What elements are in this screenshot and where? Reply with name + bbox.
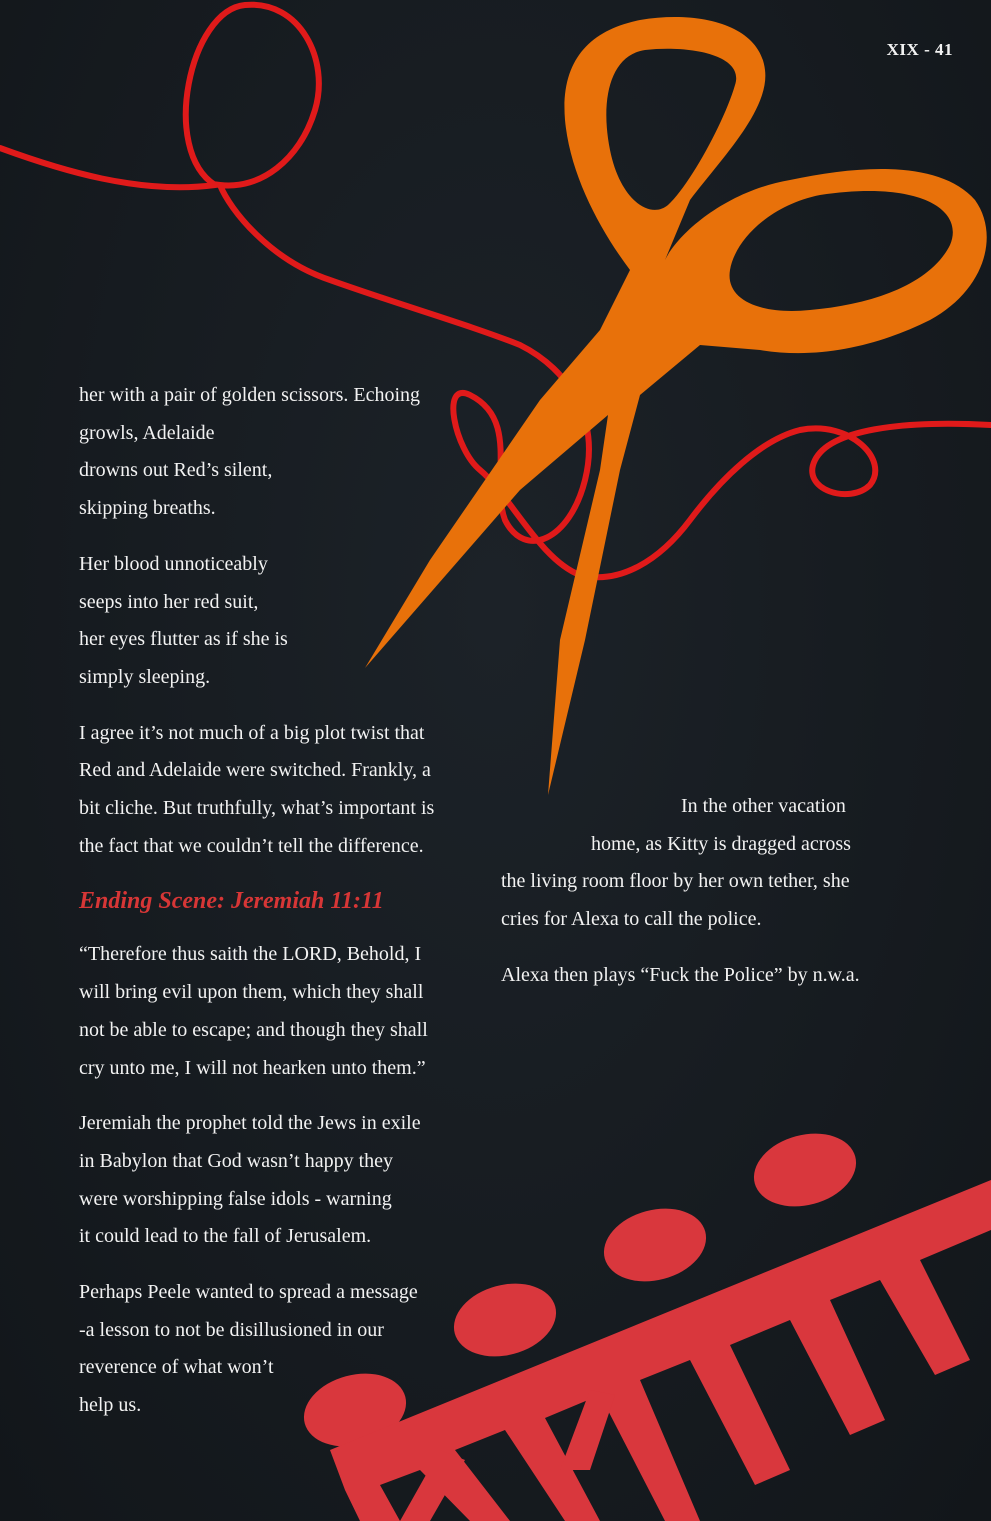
- text-line: not be able to escape; and though they shall: [79, 1018, 428, 1041]
- text-line: seeps into her red suit,: [79, 590, 259, 613]
- text-line: her with a pair of golden scissors. Echoing: [79, 384, 421, 406]
- page-number: XIX - 41: [886, 40, 953, 59]
- text-line: reverence of what won’t: [79, 1356, 274, 1379]
- text-line: simply sleeping.: [79, 665, 211, 688]
- text-line: Red and Adelaide were switched. Frankly, a: [79, 759, 431, 782]
- text-line: Her blood unnoticeably: [79, 552, 268, 575]
- text-line: skipping breaths.: [79, 497, 216, 520]
- paragraph-jeremiah: [79, 1105, 459, 1256]
- text-line: bit cliche. But truthfully, what’s important is: [79, 797, 435, 820]
- text-line: the fact that we couldn’t tell the difference.: [79, 834, 424, 857]
- paragraph-vacation-home: [501, 788, 881, 939]
- text-line: Jeremiah the prophet told the Jews in exile: [79, 1112, 421, 1135]
- text-line: Perhaps Peele wanted to spread a message: [79, 1281, 418, 1304]
- text-line: cries for Alexa to call the police.: [501, 908, 762, 931]
- left-column: [79, 377, 459, 1443]
- paragraph-alexa: [501, 957, 881, 995]
- text-line: in Babylon that God wasn’t happy they: [79, 1149, 394, 1172]
- text-line: -a lesson to not be disillusioned in our: [79, 1318, 384, 1341]
- text-line: growls, Adelaide: [79, 421, 215, 444]
- text-line: In the other vacation: [681, 795, 846, 817]
- text-line: will bring evil upon them, which they shall: [79, 981, 424, 1004]
- paragraph-scissors: [79, 377, 459, 528]
- text-line: were worshipping false idols - warning: [79, 1187, 392, 1210]
- text-line: her eyes flutter as if she is: [79, 628, 288, 651]
- section-heading: Ending Scene: Jeremiah 11:11: [79, 888, 384, 915]
- paragraph-scripture-quote: [79, 936, 459, 1087]
- text-line: “Therefore thus saith the LORD, Behold, I: [79, 943, 422, 966]
- text-line: Alexa then plays “Fuck the Police” by n.w.a.: [501, 963, 860, 986]
- text-line: help us.: [79, 1394, 142, 1417]
- text-line: home, as Kitty is dragged across: [591, 832, 851, 855]
- text-line: the living room floor by her own tether, she: [501, 870, 850, 893]
- text-line: I agree it’s not much of a big plot twist that: [79, 721, 425, 744]
- text-line: cry unto me, I will not hearken unto them.”: [79, 1056, 426, 1079]
- paragraph-plot-twist: [79, 715, 459, 866]
- text-line: it could lead to the fall of Jerusalem.: [79, 1225, 372, 1248]
- text-line: drowns out Red’s silent,: [79, 459, 273, 482]
- paragraph-peele-message: [79, 1274, 459, 1425]
- right-column: [501, 788, 881, 1013]
- paragraph-blood: [79, 546, 459, 697]
